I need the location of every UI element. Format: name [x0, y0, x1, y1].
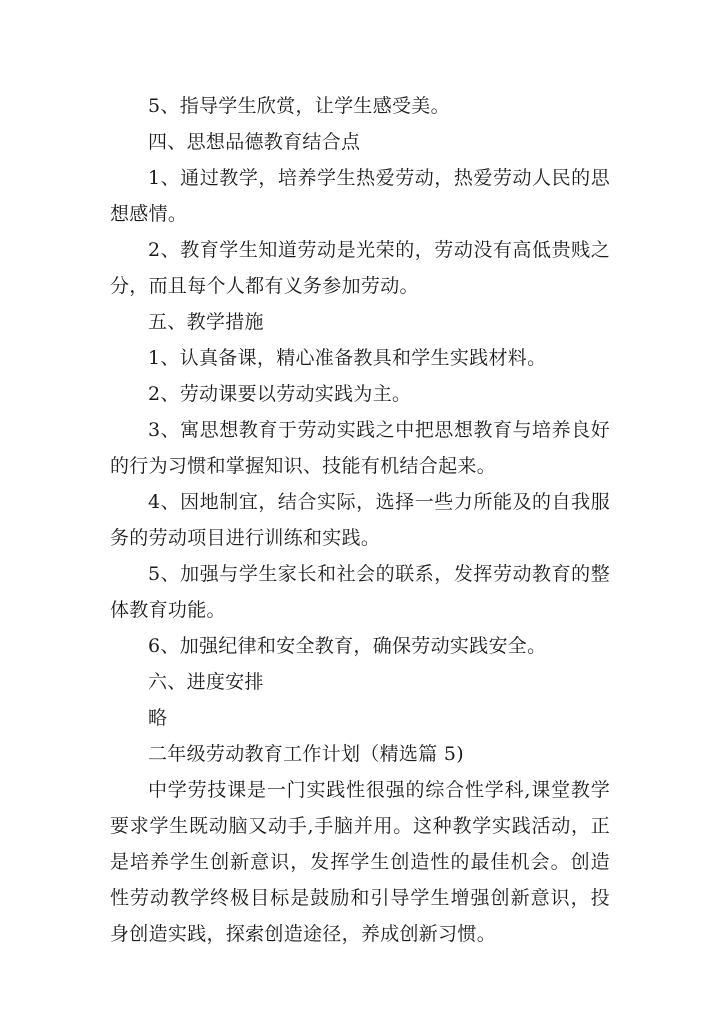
paragraph-measure-4: 4、因地制宜，结合实际，选择一些力所能及的自我服务的劳动项目进行训练和实践。 [110, 491, 610, 549]
paragraph-item-5-appreciation: 5、指导学生欣赏，让学生感受美。 [148, 95, 450, 117]
paragraph-measure-2: 2、劳动课要以劳动实践为主。 [148, 383, 412, 405]
paragraph-measure-5: 5、加强与学生家长和社会的联系，发挥劳动教育的整体教育功能。 [110, 563, 610, 621]
article-title: 二年级劳动教育工作计划（精选篇 5) [148, 743, 464, 765]
section-heading-teaching-measures: 五、教学措施 [148, 311, 264, 333]
paragraph-intro: 中学劳技课是一门实践性很强的综合性学科,课堂教学要求学生既动脑又动手,手脑并用。这种教学实践活动，正是培养学生创新意识，发挥学生创造性的最佳机会。创造性劳动教学终极目标是鼓励和引导学生增强创新意识，投身创造实践，探索创造途径，养成创新习惯。 [110, 779, 610, 945]
document-body [110, 88, 610, 952]
paragraph-measure-6: 6、加强纪律和安全教育，确保劳动实践安全。 [148, 635, 547, 657]
section-heading-schedule: 六、进度安排 [148, 671, 264, 693]
paragraph-item-2-labor-glorious: 2、教育学生知道劳动是光荣的，劳动没有高低贵贱之分，而且每个人都有义务参加劳动。 [110, 239, 610, 297]
paragraph-item-1-love-labor: 1、通过教学，培养学生热爱劳动，热爱劳动人民的思想感情。 [110, 167, 610, 225]
paragraph-measure-3: 3、寓思想教育于劳动实践之中把思想教育与培养良好的行为习惯和掌握知识、技能有机结合起来。 [110, 419, 610, 477]
paragraph-omitted: 略 [148, 707, 168, 729]
section-heading-moral-education: 四、思想品德教育结合点 [148, 131, 361, 153]
paragraph-measure-1: 1、认真备课，精心准备教具和学生实践材料。 [148, 347, 547, 369]
